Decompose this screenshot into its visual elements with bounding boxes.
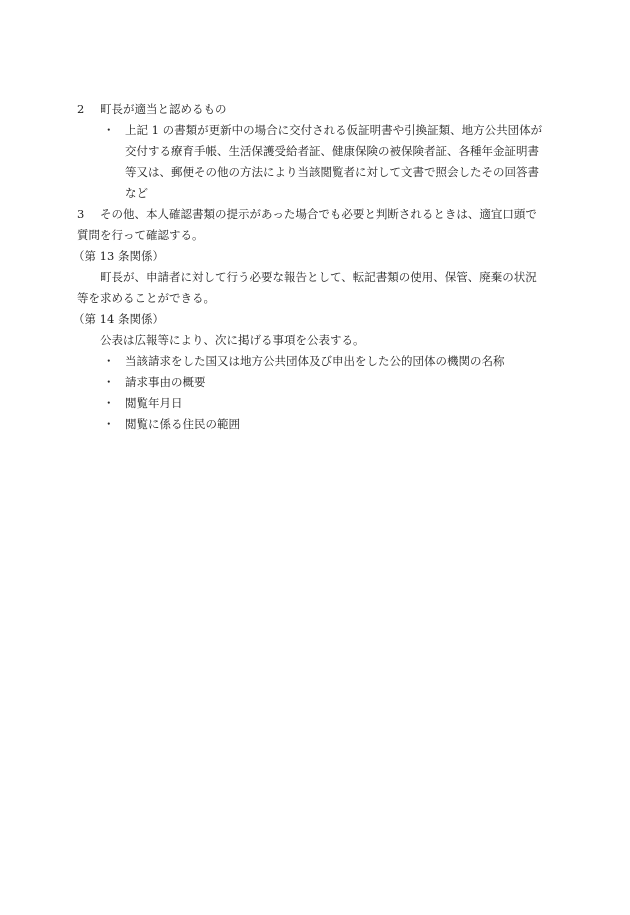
item-2-heading <box>77 99 557 120</box>
section-13-heading <box>73 246 557 267</box>
item-number: 2 <box>77 102 85 116</box>
item-3-continuation-line <box>77 225 557 246</box>
bullet-text-line: 等又は、郵便その他の方法により当該閲覧者に対して文書で照会したその回答書 <box>125 165 539 179</box>
item-title: 町長が適当と認めるもの <box>100 102 227 116</box>
section-13-line <box>77 267 557 288</box>
bullet-text-line: 交付する療育手帳、生活保護受給者証、健康保険の被保険者証、各種年金証明書 <box>125 144 539 158</box>
bullet-text-line: 上記 1 の書類が更新中の場合に交付される仮証明書や引換証類、地方公共団体が <box>125 123 543 137</box>
item-2-continuation-line <box>77 183 557 204</box>
list-item-text: 請求事由の概要 <box>125 375 206 389</box>
list-item <box>77 414 557 435</box>
item-text-line: その他、本人確認書類の提示があった場合でも必要と判断されるときは、適宜口頭で <box>100 207 537 221</box>
section-text-line: 町長が、申請者に対して行う必要な報告として、転記書類の使用、保管、廃棄の状況 <box>100 270 537 284</box>
list-item-text: 閲覧年月日 <box>125 396 183 410</box>
section-13-continuation-line <box>77 288 557 309</box>
bullet-icon: ・ <box>103 354 115 368</box>
document-page <box>73 99 557 435</box>
list-item <box>77 372 557 393</box>
list-item-text: 閲覧に係る住民の範囲 <box>125 417 240 431</box>
list-item <box>77 351 557 372</box>
section-14-intro <box>77 330 557 351</box>
section-heading: （第 13 条関係） <box>73 249 164 263</box>
section-text-line: 公表は広報等により、次に掲げる事項を公表する。 <box>100 333 365 347</box>
bullet-icon: ・ <box>103 417 115 431</box>
bullet-icon: ・ <box>103 123 115 137</box>
item-number: 3 <box>77 207 85 221</box>
bullet-text-line: など <box>125 186 148 200</box>
bullet-icon: ・ <box>103 375 115 389</box>
section-text-line: 等を求めることができる。 <box>77 291 215 305</box>
section-heading: （第 14 条関係） <box>73 312 164 326</box>
section-14-heading <box>73 309 557 330</box>
item-2-continuation-line <box>77 141 557 162</box>
list-item <box>77 393 557 414</box>
item-2-bullet-line <box>77 120 557 141</box>
bullet-icon: ・ <box>103 396 115 410</box>
item-2-continuation-line <box>77 162 557 183</box>
item-text-line: 質問を行って確認する。 <box>77 228 204 242</box>
list-item-text: 当該請求をした国又は地方公共団体及び申出をした公的団体の機関の名称 <box>125 354 505 368</box>
item-3-line <box>77 204 557 225</box>
